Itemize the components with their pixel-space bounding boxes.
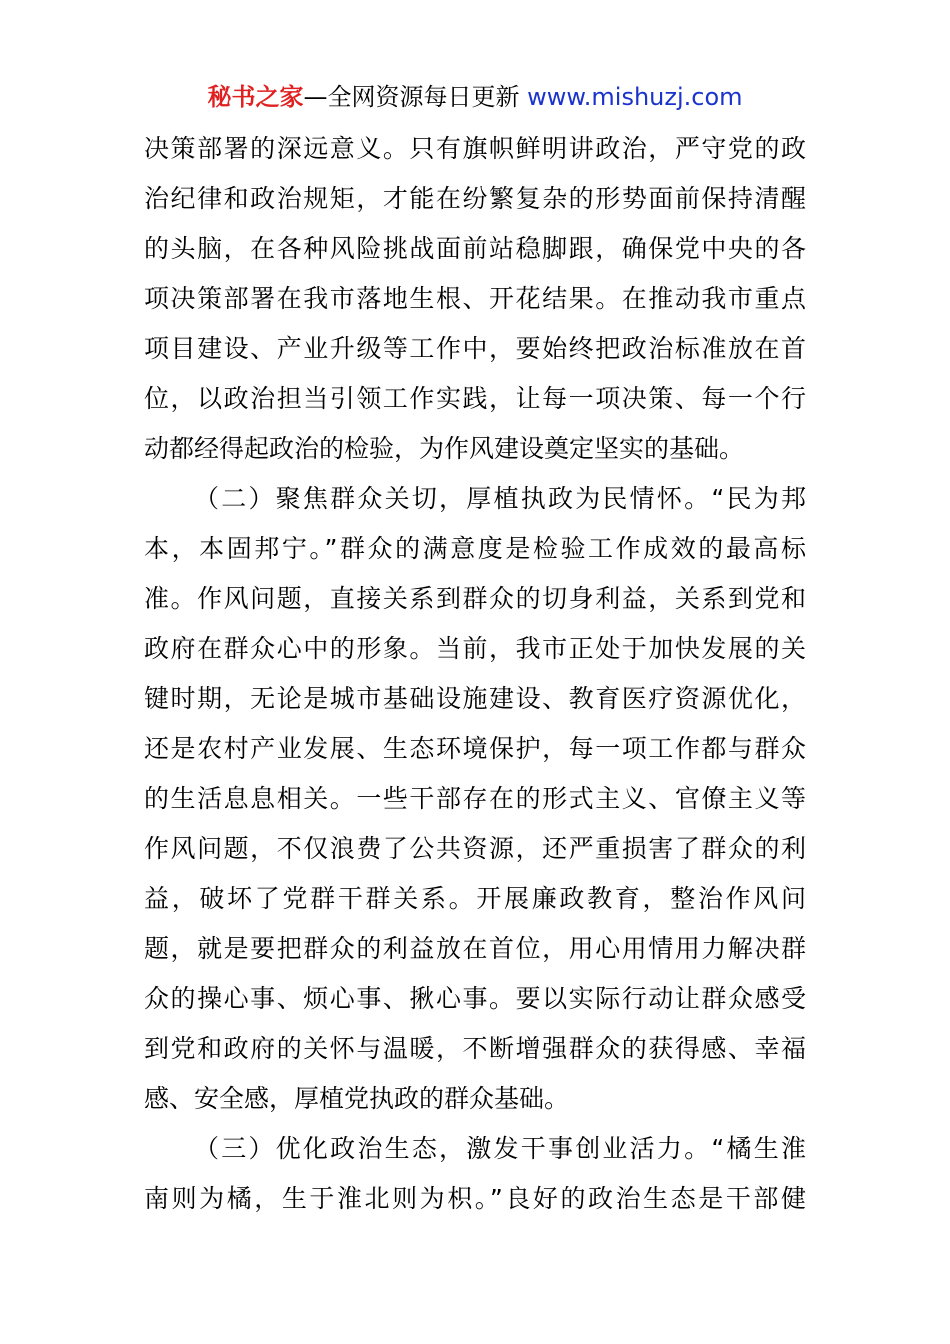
page-header <box>0 80 950 114</box>
text-line: 南则为橘，生于淮北则为枳。”良好的政治生态是干部健 <box>144 1184 806 1213</box>
text-line: 还是农村产业发展、生态环境保护，每一项工作都与群众 <box>144 734 806 763</box>
text-line: 动都经得起政治的检验，为作风建设奠定坚实的基础。 <box>144 434 745 463</box>
website-url[interactable]: www.mishuzj.com <box>527 83 743 111</box>
text-line: 的生活息息相关。一些干部存在的形式主义、官僚主义等 <box>144 784 806 813</box>
text-line: 决策部署的深远意义。只有旗帜鲜明讲政治，严守党的政 <box>144 134 806 163</box>
text-line: 键时期，无论是城市基础设施建设、教育医疗资源优化， <box>144 684 806 713</box>
text-line: 政府在群众心中的形象。当前，我市正处于加快发展的关 <box>144 634 806 663</box>
text-line: 感、安全感，厚植党执政的群众基础。 <box>144 1084 570 1113</box>
text-line: 益，破坏了党群干群关系。开展廉政教育，整治作风问 <box>144 884 806 913</box>
text-line: 项目建设、产业升级等工作中，要始终把政治标准放在首 <box>144 334 806 363</box>
text-line: 准。作风问题，直接关系到群众的切身利益，关系到党和 <box>144 584 806 613</box>
text-line: 位，以政治担当引领工作实践，让每一项决策、每一个行 <box>144 384 806 413</box>
brand-name: 秘书之家 <box>207 83 304 111</box>
text-line: 众的操心事、烦心事、揪心事。要以实际行动让群众感受 <box>144 984 806 1013</box>
text-line: 题，就是要把群众的利益放在首位，用心用情用力解决群 <box>144 934 806 963</box>
section-heading-line: （三）优化政治生态，激发干事创业活力。“橘生淮 <box>194 1134 806 1163</box>
document-body <box>144 124 806 1224</box>
text-line: 作风问题，不仅浪费了公共资源，还严重损害了群众的利 <box>144 834 806 863</box>
text-line: 到党和政府的关怀与温暖，不断增强群众的获得感、幸福 <box>144 1034 806 1063</box>
section-heading-line: （二）聚焦群众关切，厚植执政为民情怀。“民为邦 <box>194 484 806 513</box>
text-line: 的头脑，在各种风险挑战面前站稳脚跟，确保党中央的各 <box>144 234 806 263</box>
header-slogan: —全网资源每日更新 <box>303 83 528 111</box>
text-line: 治纪律和政治规矩，才能在纷繁复杂的形势面前保持清醒 <box>144 184 806 213</box>
text-line: 本，本固邦宁。”群众的满意度是检验工作成效的最高标 <box>144 534 806 563</box>
text-line: 项决策部署在我市落地生根、开花结果。在推动我市重点 <box>144 284 806 313</box>
